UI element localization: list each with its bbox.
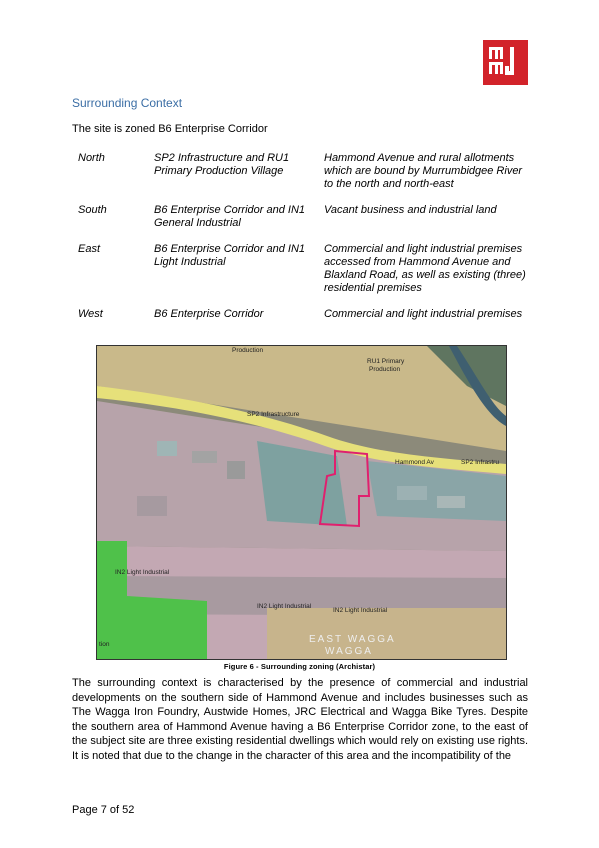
description-cell: Hammond Avenue and rural allotments which are bound by Murrumbidgee River to the north and north-east bbox=[324, 152, 523, 190]
direction-cell: West bbox=[78, 308, 103, 320]
zoning-map bbox=[96, 345, 507, 660]
description-cell: Vacant business and industrial land bbox=[324, 204, 497, 216]
map-label: SP2 Infrastru bbox=[461, 459, 499, 466]
direction-cell: North bbox=[78, 152, 105, 164]
direction-cell: East bbox=[78, 243, 101, 255]
table-row bbox=[72, 152, 532, 204]
map-label: EAST WAGGA bbox=[309, 634, 396, 645]
zone-cell: SP2 Infrastructure and RU1 Primary Production Village bbox=[154, 152, 290, 177]
table-row bbox=[72, 243, 532, 308]
zone-cell: B6 Enterprise Corridor and IN1 General Industrial bbox=[154, 204, 306, 229]
description-cell: Commercial and light industrial premises accessed from Hammond Avenue and Blaxland Road, as well as existing (three) residential premises bbox=[324, 243, 526, 294]
figure-caption: Figure 6 - Surrounding zoning (Archistar) bbox=[223, 662, 376, 671]
zone-cell: B6 Enterprise Corridor and IN1 Light Industrial bbox=[154, 243, 306, 268]
surrounding-context-table bbox=[72, 152, 532, 334]
zone-cell: B6 Enterprise Corridor bbox=[154, 308, 264, 320]
table-row bbox=[72, 308, 532, 334]
map-label: Production bbox=[369, 366, 401, 373]
intro-text: The site is zoned B6 Enterprise Corridor bbox=[72, 123, 268, 135]
direction-cell: South bbox=[78, 204, 107, 216]
description-cell: Commercial and light industrial premises bbox=[324, 308, 523, 320]
map-label: IN2 Light Industrial bbox=[115, 569, 170, 576]
section-title: Surrounding Context bbox=[72, 96, 183, 110]
map-label: IN2 Light Industrial bbox=[257, 603, 312, 610]
company-logo bbox=[483, 40, 528, 85]
map-label: WAGGA bbox=[325, 646, 373, 657]
map-label: Hammond Av bbox=[395, 459, 434, 466]
map-label: IN2 Light Industrial bbox=[333, 607, 388, 614]
map-label: SP2 Infrastructure bbox=[247, 411, 300, 418]
page-number: Page 7 of 52 bbox=[72, 804, 135, 816]
map-label: Production bbox=[232, 347, 264, 354]
table-row bbox=[72, 204, 532, 243]
map-label: tion bbox=[99, 641, 110, 648]
map-label: RU1 Primary bbox=[367, 358, 405, 365]
body-paragraph: The surrounding context is characterised by the presence of commercial and industrial developments on the southern side of Hammond Avenue and includes businesses such as The Wagga Iron Foundry, Austwide Homes, JRC Electrical and Wagga Bike Tyres. Despite the southern area of Hammond Avenue having a B6 Enterprise Corridor zone, to the east of the subject site are three existing residential dwellings which would rely on existing use rights. It is noted that due to the change in the character of this area and the incompatibility of the bbox=[72, 677, 528, 762]
